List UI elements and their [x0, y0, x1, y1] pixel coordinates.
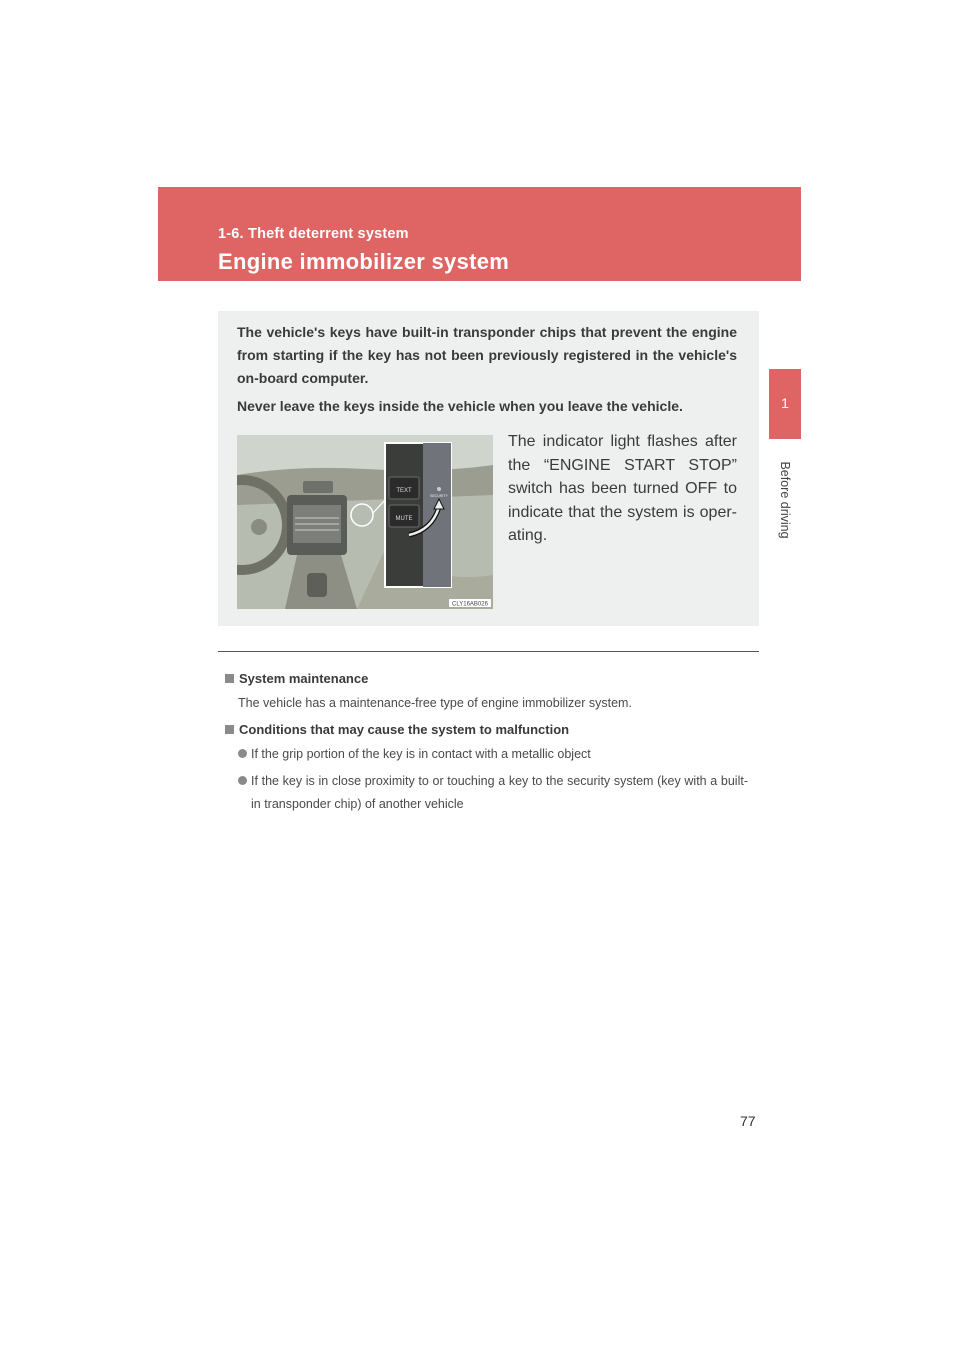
note-text-maintenance: The vehicle has a maintenance-free type of engine immobilizer system. — [238, 696, 632, 710]
page-number: 77 — [740, 1113, 756, 1129]
image-code: CLY16AB026 — [452, 601, 488, 608]
page-title: Engine immobilizer system — [218, 249, 510, 274]
chapter-tab — [769, 369, 801, 439]
bullet-item: If the grip portion of the key is in contact with a metallic object — [238, 743, 748, 766]
warning-text: Never leave the keys inside the vehicle when you leave the vehicle. — [237, 398, 683, 414]
section-label: 1-6. Theft deterrent system — [218, 226, 409, 242]
round-bullet-icon — [238, 776, 247, 785]
square-bullet-icon — [225, 674, 234, 683]
intro-text: The vehicle's keys have built-in transponder chips that prevent the engine from starting if the key has not been previously registered in the vehicle's on-board computer. — [237, 324, 737, 386]
note-heading-maintenance: System maintenance — [225, 671, 368, 686]
chapter-number: 1 — [781, 395, 789, 411]
chapter-side-label — [768, 445, 802, 555]
text-button-label: TEXT — [396, 488, 412, 494]
dashboard-photo — [237, 435, 493, 609]
indicator-caption: The indicator light flashes after the “ENGINE START STOP” switch has been turned OFF to indicate that the system is oper-ating. — [508, 433, 737, 544]
mute-button-label: MUTE — [395, 516, 413, 522]
divider — [218, 651, 759, 652]
dashboard-illustration — [237, 435, 493, 609]
square-bullet-icon — [225, 725, 234, 734]
round-bullet-icon — [238, 749, 247, 758]
chapter-name: Before driving — [778, 461, 792, 539]
security-label: SECURITY — [430, 494, 448, 498]
note-heading-malfunction: Conditions that may cause the system to malfunction — [225, 722, 569, 737]
bullet-item: If the key is in close proximity to or touching a key to the security system (key with a built-in transponder chip) of another vehicle — [238, 770, 748, 816]
